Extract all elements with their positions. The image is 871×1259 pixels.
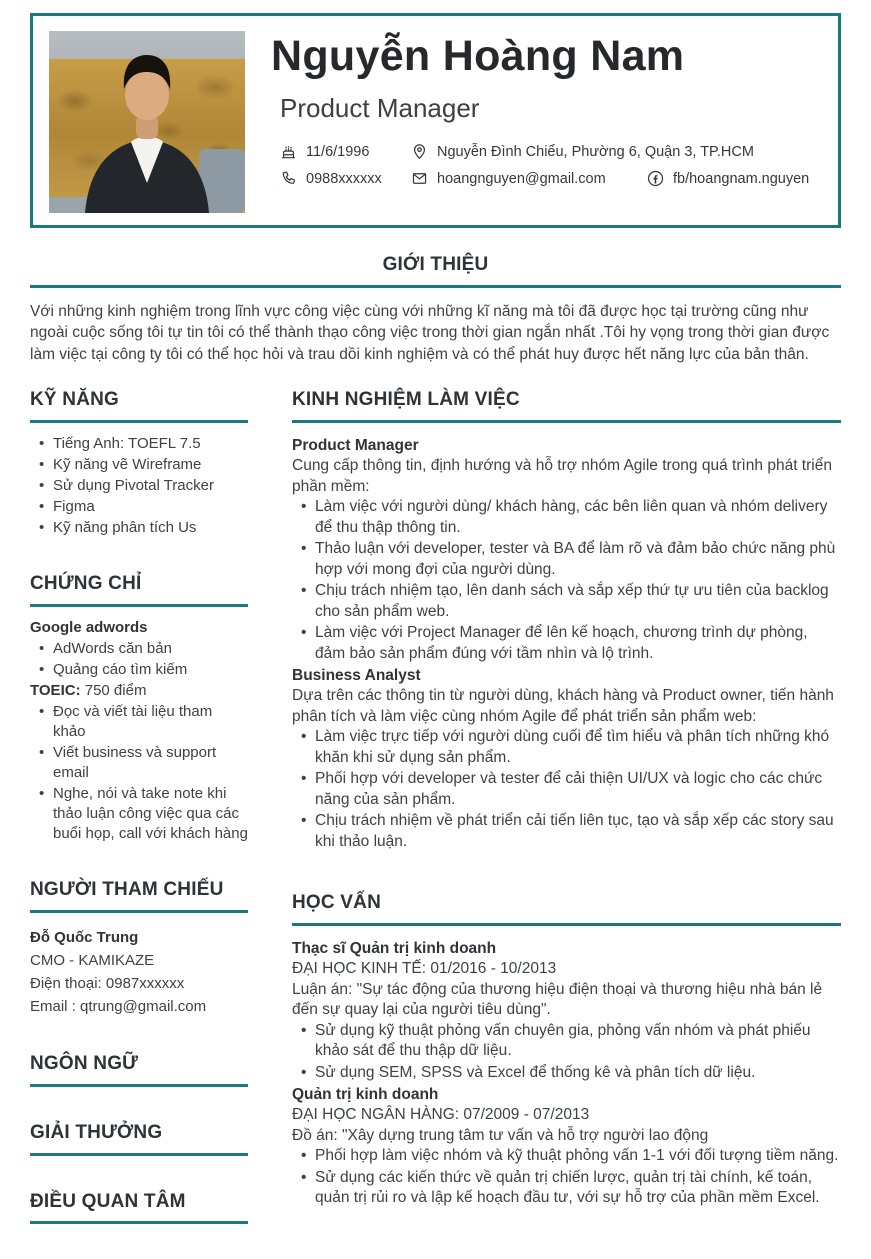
header-info — [271, 31, 822, 187]
section-experience — [292, 389, 841, 852]
facebook-icon — [647, 170, 664, 187]
list-item: • Sử dụng kỹ thuật phỏng vấn chuyên gia, phỏng vấn nhóm và phát phiếu khảo sát để thu thập dữ liệu. — [292, 1021, 841, 1062]
left-column — [30, 389, 248, 1259]
contact-row — [280, 170, 822, 187]
list-item: • Sử dụng SEM, SPSS và Excel để thống kê và phân tích dữ liệu. — [292, 1063, 841, 1084]
list-item: • Làm việc với Project Manager để lên kế hoạch, chương trình dự phòng, đảm bảo sản phẩm đúng với tầm nhìn và lộ trình. — [292, 623, 841, 664]
degree-title: Quản trị kinh doanh — [292, 1086, 439, 1104]
degree-school: ĐẠI HỌC NGÂN HÀNG: 07/2009 - 07/2013 — [292, 1106, 590, 1124]
list-item: • Tiếng Anh: TOEFL 7.5 — [30, 434, 248, 454]
section-skills — [30, 389, 248, 538]
header-card — [30, 13, 841, 228]
section-certificates — [30, 573, 248, 844]
list-item: • Sử dụng Pivotal Tracker — [30, 476, 248, 496]
certificate-list — [30, 639, 248, 680]
job-entry — [292, 665, 841, 852]
person-silhouette — [49, 31, 245, 213]
job-entry — [292, 435, 841, 664]
birthday-cake-icon — [280, 143, 297, 160]
columns — [30, 389, 841, 1259]
certificate-list — [30, 702, 248, 844]
references-heading: NGƯỜI THAM CHIẾU — [30, 879, 248, 913]
reference-email: Email : qtrung@gmail.com — [30, 997, 207, 1015]
section-interests — [30, 1191, 248, 1225]
degree-bullets — [292, 1146, 841, 1209]
phone-value: 0988xxxxxx — [306, 170, 382, 187]
facebook-value: fb/hoangnam.nguyen — [673, 170, 810, 187]
person-name: Nguyễn Hoàng Nam — [271, 32, 685, 80]
section-references — [30, 879, 248, 1018]
email-item — [411, 170, 647, 187]
contact-block — [280, 143, 822, 187]
reference-entry — [30, 926, 248, 1018]
degree-bullets — [292, 1021, 841, 1084]
list-item: • Làm việc với người dùng/ khách hàng, các bên liên quan và nhóm delivery để thu thập thông tin. — [292, 497, 841, 538]
list-item: • Sử dụng các kiến thức về quản trị chiến lược, quản trị tài chính, kế toán, quản trị rủi ro và lập kế hoạch đầu tư, với sự hỗ trợ của phần mềm Excel. — [292, 1168, 841, 1209]
list-item: • Thảo luận với developer, tester và BA để làm rõ và đảm bảo chức năng phù hợp với mong đợi của người dùng. — [292, 539, 841, 580]
certificate-title: Google adwords — [30, 619, 148, 637]
skills-heading: KỸ NĂNG — [30, 389, 248, 423]
job-bullets — [292, 727, 841, 852]
section-languages — [30, 1053, 248, 1087]
list-item: • Kỹ năng phân tích Us — [30, 518, 248, 538]
reference-name: Đỗ Quốc Trung — [30, 928, 139, 946]
list-item: • AdWords căn bản — [30, 639, 248, 659]
reference-phone: Điện thoại: 0987xxxxxx — [30, 974, 185, 992]
birthday-item — [280, 143, 411, 160]
list-item: • Làm việc trực tiếp với người dùng cuối để tìm hiểu và phân tích những khó khăn khi sử dụng sản phẩm. — [292, 727, 841, 768]
list-item: • Nghe, nói và take note khi thảo luận công việc qua các buổi họp, call với khách hàng — [30, 784, 248, 844]
list-item: • Quảng cáo tìm kiếm — [30, 660, 248, 680]
certificate-title: TOEIC: — [30, 682, 81, 700]
certificate-title-suffix: 750 điểm — [80, 682, 147, 700]
experience-heading: KINH NGHIỆM LÀM VIỆC — [292, 389, 841, 423]
job-bullets — [292, 497, 841, 664]
degree-school: ĐẠI HỌC KINH TẾ: 01/2016 - 10/2013 — [292, 960, 557, 978]
interests-heading: ĐIỀU QUAN TÂM — [30, 1191, 248, 1225]
section-intro — [30, 254, 841, 365]
list-item: • Kỹ năng vẽ Wireframe — [30, 455, 248, 475]
list-item: • Figma — [30, 497, 248, 517]
education-entry — [292, 938, 841, 1083]
languages-heading: NGÔN NGỮ — [30, 1053, 248, 1087]
email-value: hoangnguyen@gmail.com — [437, 170, 606, 187]
job-title: Business Analyst — [292, 667, 421, 685]
right-column — [292, 389, 841, 1259]
reference-position: CMO - KAMIKAZE — [30, 951, 155, 969]
intro-text: Với những kinh nghiệm trong lĩnh vực công việc cùng với những kĩ năng mà tôi đã được học tại trường cũng như ngoài cuộc sống tôi tự tin tôi có thể thành thạo công việc trong thời gian ngắn nhất .Tôi hy vọng trong thời gian được làm việc tại công ty tôi có thể học hỏi và trau dồi kinh nghiệm và có thể phát huy được hết năng lực của bản thân. — [30, 302, 830, 363]
degree-thesis: Luận án: "Sự tác động của thương hiệu điện thoại và thương hiệu nhà bán lẻ đến sự quay lại của người tiêu dùng". — [292, 980, 823, 1019]
awards-heading: GIẢI THƯỞNG — [30, 1122, 248, 1156]
phone-item — [280, 170, 411, 187]
certificates-heading: CHỨNG CHỈ — [30, 573, 248, 607]
profile-photo — [49, 31, 245, 213]
list-item: • Phối hợp với developer và tester để cải thiện UI/UX và logic cho các chức năng của sản phẩm. — [292, 769, 841, 810]
facebook-item — [647, 170, 809, 187]
list-item: • Đọc và viết tài liệu tham khảo — [30, 702, 248, 742]
education-heading: HỌC VẤN — [292, 892, 841, 926]
education-entry — [292, 1084, 841, 1209]
certificate-group-title — [30, 681, 248, 701]
list-item: • Phối hợp làm việc nhóm và kỹ thuật phỏng vấn 1-1 với đối tượng tiềm năng. — [292, 1146, 841, 1167]
skills-list — [30, 434, 248, 538]
address-value: Nguyễn Đình Chiểu, Phường 6, Quận 3, TP.HCM — [437, 143, 754, 160]
section-education — [292, 892, 841, 1208]
list-item: • Chịu trách nhiệm về phát triển cải tiến liên tục, tạo và sắp xếp các story sau khi thảo luận. — [292, 811, 841, 852]
birthday-value: 11/6/1996 — [306, 143, 370, 160]
job-title: Product Manager — [292, 437, 419, 455]
certificate-group-title — [30, 618, 248, 638]
location-pin-icon — [411, 143, 428, 160]
degree-thesis: Đồ án: "Xây dựng trung tâm tư vấn và hỗ trợ người lao động — [292, 1126, 709, 1144]
section-awards — [30, 1122, 248, 1156]
contact-row — [280, 143, 822, 160]
person-job-title: Product Manager — [280, 93, 480, 124]
job-summary: Cung cấp thông tin, định hướng và hỗ trợ nhóm Agile trong quá trình phát triển phần mềm: — [292, 457, 832, 495]
phone-icon — [280, 170, 297, 187]
address-item — [411, 143, 754, 160]
degree-title: Thạc sĩ Quản trị kinh doanh — [292, 940, 497, 958]
list-item: • Chịu trách nhiệm tạo, lên danh sách và sắp xếp thứ tự ưu tiên của backlog cho sản phẩm web. — [292, 581, 841, 622]
list-item: • Viết business và support email — [30, 743, 248, 783]
job-summary: Dựa trên các thông tin từ người dùng, khách hàng và Product owner, tiến hành phân tích và làm việc cùng nhóm Agile để phát triển sản phẩm web: — [292, 687, 834, 725]
envelope-icon — [411, 170, 428, 187]
intro-heading: GIỚI THIỆU — [30, 254, 841, 288]
